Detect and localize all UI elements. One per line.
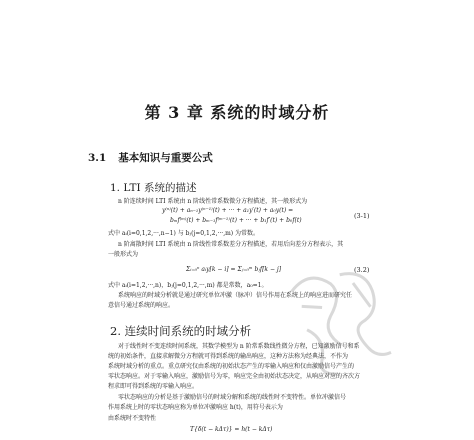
paragraph-line: 零状态响应。对于零输入响应，激励信号为零，响应完全由初始状态决定，从响应对应的齐次方 xyxy=(108,373,361,380)
paragraph-line: 式中 aᵢ(i=0,1,2,···,n−1) 与 bⱼ(j=0,1,2,···,m) 为常数。 xyxy=(108,230,260,237)
equation-time-invariance: T{δ(t − kΔτ)} = h(t − kΔτ) xyxy=(190,426,273,433)
equation-number: (3.2) xyxy=(354,266,370,274)
section-number: 3.1 xyxy=(88,152,107,164)
paragraph-line: 对于线性时不变连续时间系统，其数学模型为 n 阶常系数线性微分方程，已知激励信号和系 xyxy=(118,343,360,350)
paragraph-line: n 阶离散时间 LTI 系统由 n 阶线性常系数差分方程描述，若用后向差分方程表示，其 xyxy=(118,241,344,248)
paragraph-line: n 阶连续时间 LTI 系统由 n 阶线性常系数微分方程描述，其一般形式为 xyxy=(118,198,308,205)
paragraph-line: 一般形式为 xyxy=(108,251,139,258)
paragraph-line: 系统时域分析的重点。重点研究仅由系统的初始状态产生的零输入响应和仅由激励信号产生的 xyxy=(108,363,355,370)
paragraph-line: 意信号通过系统的响应。 xyxy=(108,302,175,309)
section-heading xyxy=(88,150,213,165)
equation-number: (3-1) xyxy=(354,212,370,220)
paragraph-line: 统的初始条件，直接求解微分方程就可得到系统的输出响应，这种方法称为经典法，不作为 xyxy=(108,353,349,360)
equation-3-2: Σᵢ₌₀ⁿ aᵢy[k − i] = Σⱼ₌₀ᵐ bⱼf[k − j] xyxy=(186,266,282,273)
paragraph-line: 式中 aᵢ(i=1,2,···,n)，bⱼ(j=0,1,2,···,m) 都是常数，a₀=1。 xyxy=(108,282,268,289)
equation-3-1-line2: bₘf⁽ᵐ⁾(t) + bₘ₋₁f⁽ᵐ⁻¹⁾(t) + ··· + b₁f′(t) + b₀f(t) xyxy=(170,217,302,224)
section-title: 基本知识与重要公式 xyxy=(118,152,213,164)
paragraph-line: 系统响应的时域分析就是通过研究单位冲激（脉冲）信号作用在系统上的响应进而研究任 xyxy=(118,292,353,299)
subsection-lti-description: 1. LTI 系统的描述 xyxy=(110,182,197,194)
chapter-title: 第 3 章 系统的时域分析 xyxy=(144,103,330,122)
paragraph-line: 零状态响应的分析是基于激励信号的时域分解和系统的线性时不变特性。单位冲激信号 xyxy=(118,394,347,401)
paragraph-line: 程求即可得到系统的零输入响应。 xyxy=(108,383,199,390)
seal-watermark xyxy=(276,255,406,385)
equation-3-1-line1: y⁽ⁿ⁾(t) + aₙ₋₁y⁽ⁿ⁻¹⁾(t) + ··· + a₁y′(t) + a₀y(t) = xyxy=(162,207,294,214)
subsection-continuous-time: 2. 连续时间系统的时域分析 xyxy=(110,324,252,338)
paragraph-line: 作用系统上时的零状态响应称为单位冲激响应 h(t)，用符号表示为 xyxy=(108,404,283,411)
paragraph-line: 由系统时不变特性 xyxy=(108,415,157,422)
